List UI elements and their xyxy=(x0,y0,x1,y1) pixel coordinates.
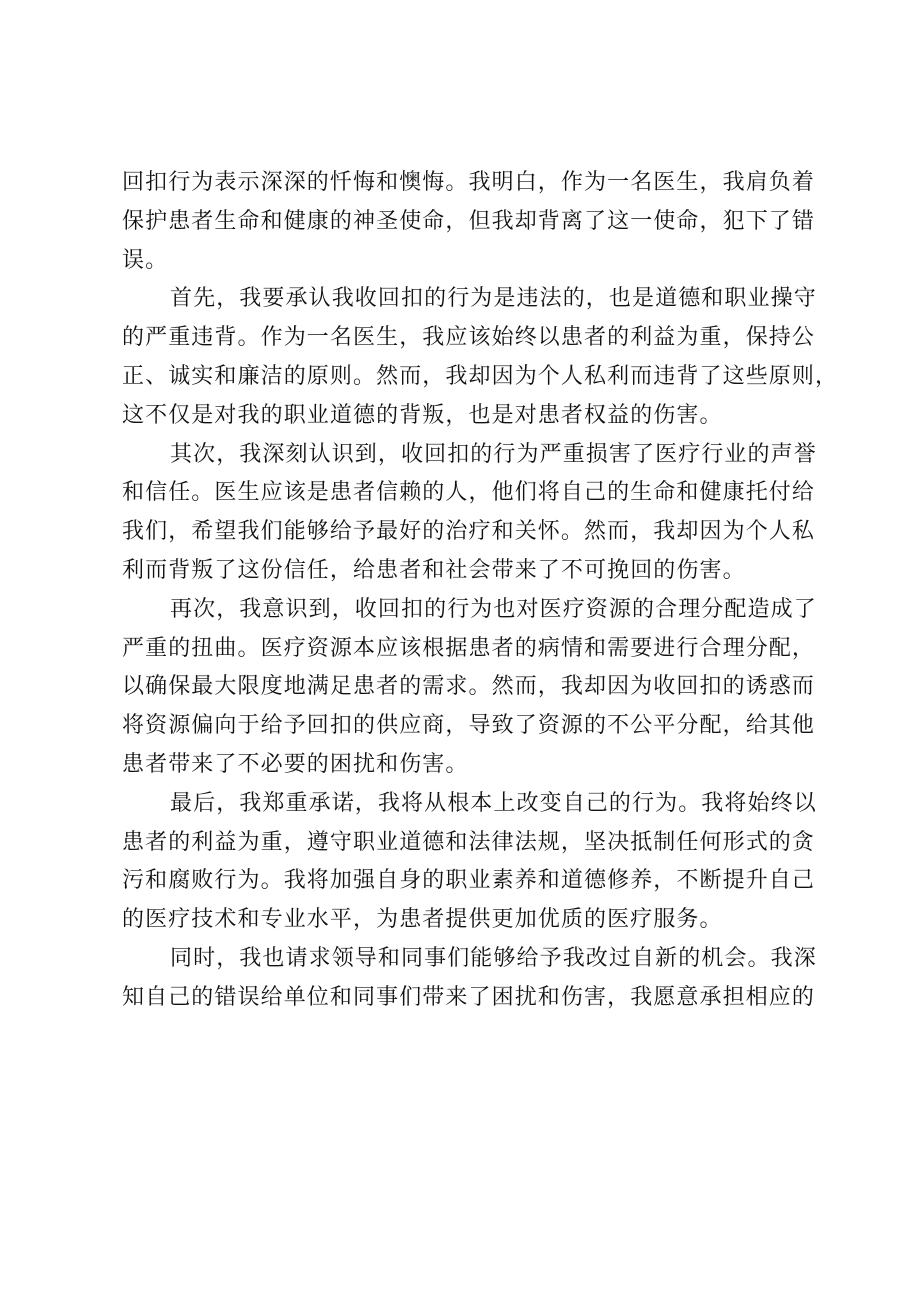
paragraph-first-line: 同时，我也请求领导和同事们能够给予我改过自新的机会。我深 xyxy=(170,945,817,971)
paragraph-first-line: 首先，我要承认我收回扣的行为是违法的，也是道德和职业操守 xyxy=(170,286,817,312)
text-line: 误。 xyxy=(122,247,169,273)
text-line: 保护患者生命和健康的神圣使命，但我却背离了这一使命，犯下了错 xyxy=(122,208,816,234)
text-line: 严重的扭曲。医疗资源本应该根据患者的病情和需要进行合理分配， xyxy=(122,635,816,661)
text-line: 将资源偏向于给予回扣的供应商，导致了资源的不公平分配，给其他 xyxy=(122,713,816,739)
text-line: 这不仅是对我的职业道德的背叛，也是对患者权益的伤害。 xyxy=(122,402,723,428)
text-line: 我们，希望我们能够给予最好的治疗和关怀。然而，我却因为个人私 xyxy=(122,519,816,545)
text-line: 正、诚实和廉洁的原则。然而，我却因为个人私利而违背了这些原则， xyxy=(122,363,839,389)
paragraph-first-line: 其次，我深刻认识到，收回扣的行为严重损害了医疗行业的声誉 xyxy=(170,441,817,467)
text-line: 利而背叛了这份信任，给患者和社会带来了不可挽回的伤害。 xyxy=(122,557,746,583)
paragraph-first-line: 最后，我郑重承诺，我将从根本上改变自己的行为。我将始终以 xyxy=(170,790,817,816)
document-body xyxy=(122,164,839,1018)
text-line: 的医疗技术和专业水平，为患者提供更加优质的医疗服务。 xyxy=(122,907,723,933)
text-line: 以确保最大限度地满足患者的需求。然而，我却因为收回扣的诱惑而 xyxy=(122,674,816,700)
text-line: 知自己的错误给单位和同事们带来了困扰和伤害，我愿意承担相应的 xyxy=(122,984,816,1010)
text-line: 回扣行为表示深深的忏悔和懊悔。我明白，作为一名医生，我肩负着 xyxy=(122,170,816,195)
text-line: 和信任。医生应该是患者信赖的人，他们将自己的生命和健康托付给 xyxy=(122,480,816,506)
text-line: 患者的利益为重，遵守职业道德和法律法规，坚决抵制任何形式的贪 xyxy=(122,829,816,855)
text-line: 污和腐败行为。我将加强自身的职业素养和道德修养，不断提升自己 xyxy=(122,868,816,894)
text-line: 的严重违背。作为一名医生，我应该始终以患者的利益为重，保持公 xyxy=(122,325,816,351)
paragraph-first-line: 再次，我意识到，收回扣的行为也对医疗资源的合理分配造成了 xyxy=(170,596,817,622)
text-line: 患者带来了不必要的困扰和伤害。 xyxy=(122,751,469,777)
